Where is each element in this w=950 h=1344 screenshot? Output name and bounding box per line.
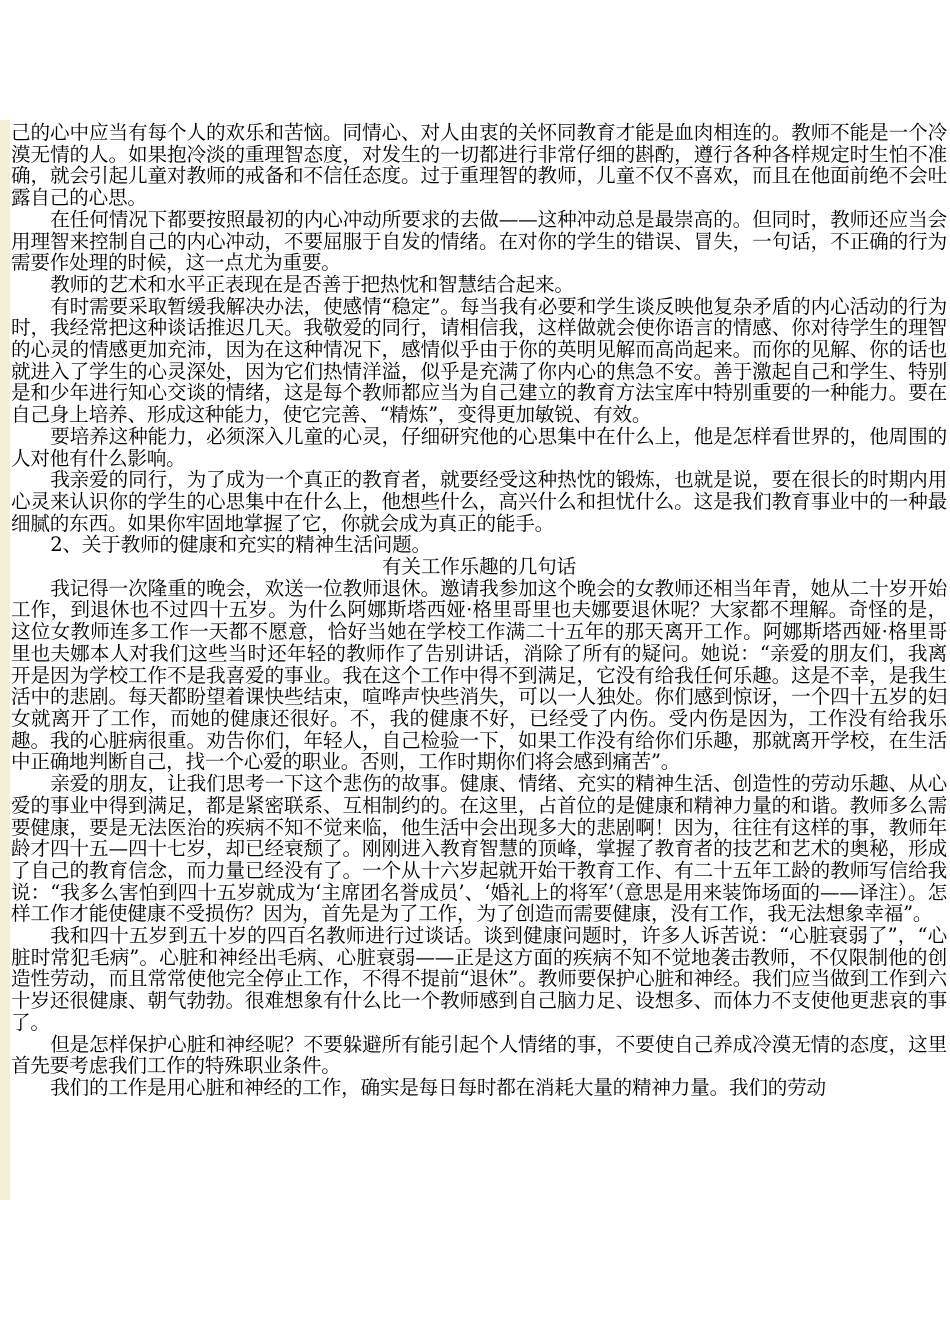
- paragraph: 己的心中应当有每个人的欢乐和苦恼。同情心、对人由衷的关怀同教育才能是血肉相连的。教师不能是一个冷漠无情的人。如果抱冷淡的重理智态度，对发生的一切都进行非常仔细的斟酌，遵行各种各样规定时生怕不准确，就会引起儿童对教师的戒备和不信任态度。过于重理智的教师，儿童不仅不喜欢，而且在他面前绝不会吐露自己的心思。: [11, 121, 947, 210]
- section-heading: 有关工作乐趣的几句话: [382, 555, 576, 579]
- paragraph: 在任何情况下都要按照最初的内心冲动所要求的去做——这种冲动总是最崇高的。但同时，教师还应当会用理智来控制自己的内心冲动，不要屈服于自发的情绪。在对你的学生的错误、冒失，一句话，不正确的行为需要作处理的时候，这一点尤为重要。: [11, 207, 947, 275]
- paragraph: 亲爱的朋友，让我们思考一下这个悲伤的故事。健康、情绪、充实的精神生活、创造性的劳动乐趣、从心爱的事业中得到满足，都是紧密联系、互相制约的。在这里，占首位的是健康和精神力量的和谐。教师多么需要健康，要是无法医治的疾病不知不觉来临，他生活中会出现多大的悲剧啊！因为，往往有这样的事，教师年龄才四十五—四十七岁，却已经衰颓了。刚刚进入教育智慧的顶峰，掌握了教育者的技艺和艺术的奥秘，形成了自己的教育信念，而力量已经没有了。一个从十六岁起就开始干教育工作、有二十五年工龄的教师写信给我说：“我多么害怕到四十五岁就成为‘主席团名誉成员’、‘婚礼上的将军’（意思是用来装饰场面的——译注）。怎样工作才能使健康不受损伤？因为，首先是为了工作，为了创造而需要健康，没有工作，我无法想象幸福”。: [11, 772, 947, 926]
- paragraph: 我记得一次隆重的晚会，欢送一位教师退休。邀请我参加这个晚会的女教师还相当年青，她从二十岁开始工作，到退休也不过四十五岁。为什么阿娜斯塔西娅·格里哥里也夫娜要退休呢？大家都不理解。奇怪的是，这位女教师连多工作一天都不愿意，恰好当她在学校工作满二十五年的那天离开工作。阿娜斯塔西娅·格里哥里也夫娜本人对我们这些当时还年轻的教师作了告别讲话，消除了所有的疑问。她说：“亲爱的朋友们，我离开是因为学校工作不是我喜爱的事业。我在这个工作中得不到满足，它没有给我任何乐趣。这是不幸，是我生活中的悲剧。每天都盼望着课快些结束，喧哗声快些消失，可以一人独处。你们感到惊讶，一个四十五岁的妇女就离开了工作，而她的健康还很好。不，我的健康不好，已经受了内伤。受内伤是因为，工作没有给我乐趣。我的心脏病很重。劝告你们，年轻人，自己检验一下，如果工作没有给你们乐趣，那就离开学校，在生活中正确地判断自己，找一个心爱的职业。否则，工作时期你们将会感到痛苦”。: [11, 576, 947, 774]
- paragraph: 有时需要采取暂缓我解决办法，使感情“稳定”。每当我有必要和学生谈反映他复杂矛盾的内心活动的行为时，我经常把这种谈话推迟几天。我敬爱的同行，请相信我，这样做就会使你语言的情感、你对待学生的理智的心灵的情感更加充沛，因为在这种情况下，感情似乎由于你的英明见解而高尚起来。而你的见解、你的话也就进入了学生的心灵深处，因为它们热情洋溢，似乎是充满了你内心的焦急不安。善于激起自己和学生、特别是和少年进行知心交谈的情绪，这是每个教师都应当为自己建立的教育方法宝库中特别重要的一种能力。要在自己身上培养、形成这种能力，使它完善、“精炼”，变得更加敏锐、有效。: [11, 294, 947, 427]
- paragraph: 2、关于教师的健康和充实的精神生活问题。: [50, 533, 431, 557]
- paragraph: 我们的工作是用心脏和神经的工作，确实是每日每时都在消耗大量的精神力量。我们的劳动: [50, 1075, 826, 1099]
- paragraph: 教师的艺术和水平正表现在是否善于把热忱和智慧结合起来。: [50, 272, 574, 296]
- page-edge-strip: [0, 120, 10, 1200]
- paragraph: 要培养这种能力，必须深入儿童的心灵，仔细研究他的心思集中在什么上，他是怎样看世界的，他周围的人对他有什么影响。: [11, 424, 947, 470]
- paragraph: 我和四十五岁到五十岁的四百名教师进行过谈话。谈到健康问题时，许多人诉苦说：“心脏衰弱了”，“心脏时常犯毛病”。心脏和神经出毛病、心脏衰弱——正是这方面的疾病不知不觉地袭击教师，不仅限制他的创造性劳动，而且常常使他完全停止工作，不得不提前“退休”。教师要保护心脏和神经。我们应当做到工作到六十岁还很健康、朝气勃勃。很难想象有什么比一个教师感到自己脑力足、设想多、而体力不支使他更悲哀的事了。: [11, 924, 947, 1034]
- paragraph: 我亲爱的同行，为了成为一个真正的教育者，就要经受这种热忱的锻炼，也就是说，要在很长的时期内用心灵来认识你的学生的心思集中在什么上，他想些什么，高兴什么和担忧什么。这是我们教育事业中的一种最细腻的东西。如果你牢固地掌握了它，你就会成为真正的能手。: [11, 468, 947, 535]
- document-body: [11, 122, 947, 1099]
- paragraph: 但是怎样保护心脏和神经呢？不要躲避所有能引起个人情绪的事，不要使自己养成冷漠无情的态度，这里首先要考虑我们工作的特殊职业条件。: [11, 1032, 947, 1078]
